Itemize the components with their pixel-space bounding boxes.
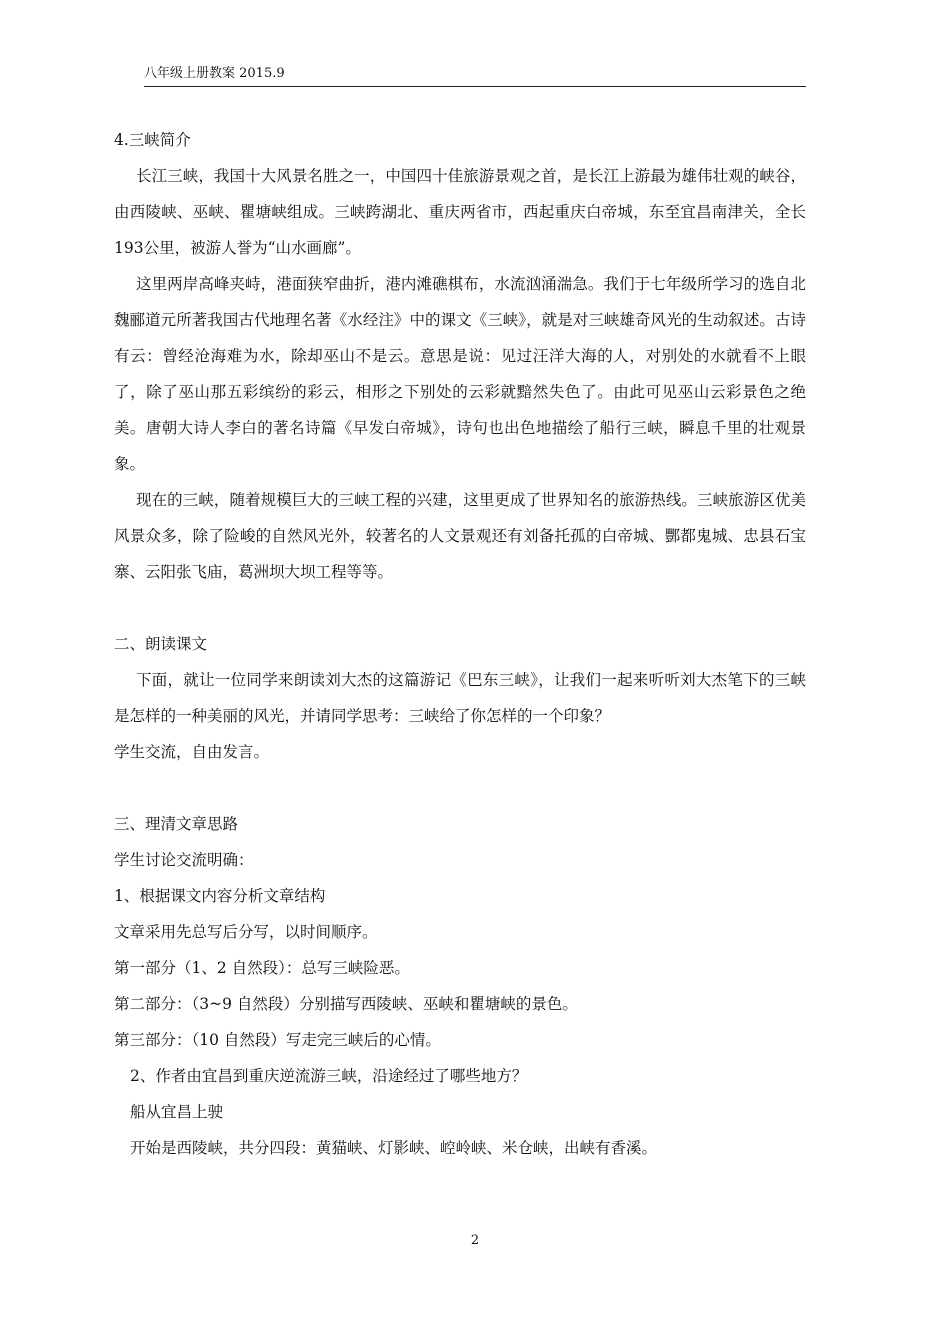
paragraph-reading-1: 下面，就让一位同学来朗读刘大杰的这篇游记《巴东三峡》，让我们一起来听听刘大杰笔下的三峡是怎样的一种美丽的风光，并请同学思考：三峡给了你怎样的一个印象？ [114, 671, 806, 725]
section-title-intro: 4.三峡简介 [114, 131, 191, 149]
paragraph-intro-2: 这里两岸高峰夹峙，港面狭窄曲折，港内滩礁棋布，水流汹涌湍急。我们于七年级所学习的选自北魏郦道元所著我国古代地理名著《水经注》中的课文《三峡》，就是对三峡雄奇风光的生动叙述。古诗有云：曾经沧海难为水，除却巫山不是云。意思是说：见过汪洋大海的人，对别处的水就看不上眼了，除了巫山那五彩缤纷的彩云，相形之下别处的云彩就黯然失色了。由此可见巫山云彩景色之绝美。唐朝大诗人李白的著名诗篇《早发白帝城》，诗句也出色地描绘了船行三峡，瞬息千里的壮观景象。 [114, 275, 806, 473]
section-title-structure: 三、理清文章思路 [114, 815, 239, 833]
page-header [144, 66, 806, 87]
document-body [114, 122, 806, 1166]
paragraph-reading-2: 学生交流，自由发言。 [114, 743, 270, 761]
page-number: 2 [470, 1233, 480, 1248]
structure-line: 文章采用先总写后分写，以时间顺序。 [114, 923, 378, 941]
paragraph-intro-3: 现在的三峡，随着规模巨大的三峡工程的兴建，这里更成了世界知名的旅游热线。三峡旅游区优美风景众多，除了险峻的自然风光外，较著名的人文景观还有刘备托孤的白帝城、酆都鬼城、忠县石宝寨、云阳张飞庙，葛洲坝大坝工程等等。 [114, 491, 806, 581]
answer-line: 开始是西陵峡，共分四段：黄猫峡、灯影峡、崆岭峡、米仓峡，出峡有香溪。 [130, 1139, 658, 1157]
structure-line: 第三部分：（10 自然段）写走完三峡后的心情。 [114, 1031, 441, 1049]
paragraph-intro-1: 长江三峡，我国十大风景名胜之一，中国四十佳旅游景观之首，是长江上游最为雄伟壮观的峡谷，由西陵峡、巫峡、瞿塘峡组成。三峡跨湖北、重庆两省市，西起重庆白帝城，东至宜昌南津关，全长193公里，被游人誉为“山水画廊”。 [114, 167, 806, 257]
structure-line: 第一部分（1、2 自然段）：总写三峡险恶。 [114, 959, 410, 977]
question-route: 2、作者由宜昌到重庆逆流游三峡，沿途经过了哪些地方？ [130, 1067, 528, 1085]
section-title-reading: 二、朗读课文 [114, 635, 208, 653]
answer-line: 船从宜昌上驶 [130, 1103, 224, 1121]
structure-line: 第二部分：（3~9 自然段）分别描写西陵峡、巫峡和瞿塘峡的景色。 [114, 995, 578, 1013]
header-text: 八年级上册教案 2015.9 [144, 66, 285, 81]
structure-line: 1、根据课文内容分析文章结构 [114, 887, 326, 905]
spacer [114, 590, 806, 626]
spacer [114, 770, 806, 806]
structure-line: 学生讨论交流明确： [114, 851, 254, 869]
